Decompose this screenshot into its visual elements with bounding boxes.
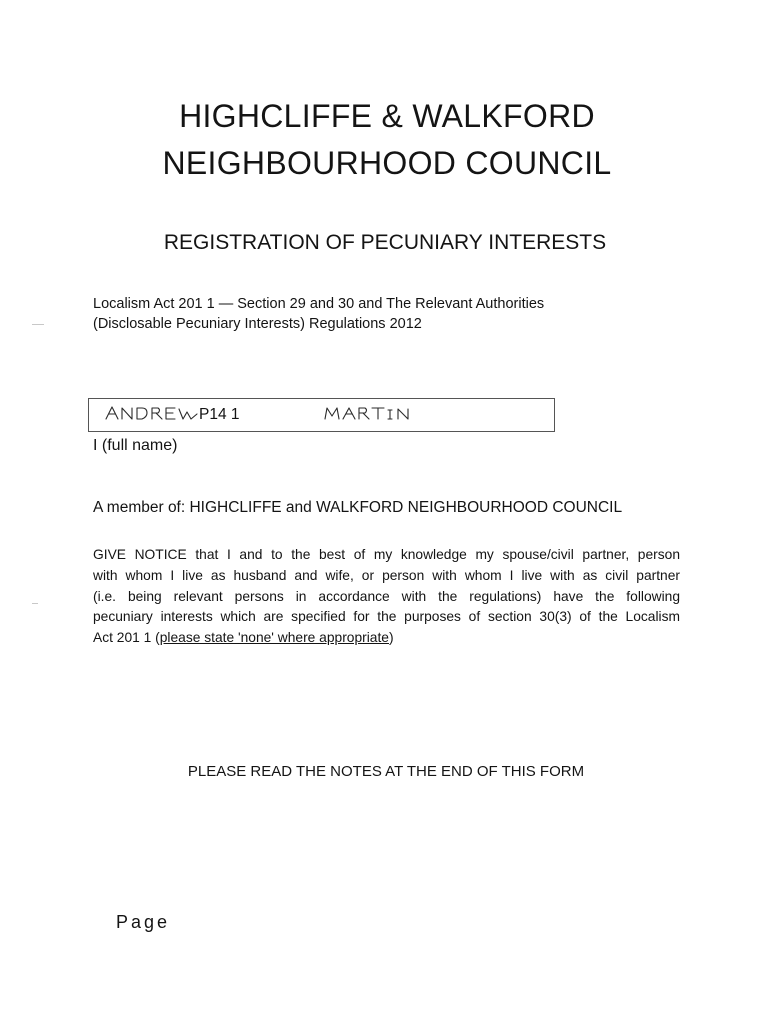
notice-line-5	[93, 628, 680, 649]
legal-reference-line-1: Localism Act 201 1 — Section 29 and 30 and The Relevant Authorities	[93, 296, 545, 312]
notice-line-1: GIVE NOTICE that I and to the best of my knowledge my spouse/civil partner, person	[93, 547, 680, 562]
notice-line-3: (i.e. being relevant persons in accordance with the regulations) have the following	[93, 589, 680, 604]
council-title-line-2: NEIGHBOURHOOD COUNCIL	[162, 145, 612, 181]
handwritten-first-name	[105, 405, 198, 421]
read-notes-instruction: PLEASE READ THE NOTES AT THE END OF THIS FORM	[187, 763, 585, 780]
scan-artifact-mark	[32, 324, 44, 325]
notice-line-4: pecuniary interests which are specified for the purposes of section 30(3) of the Localism	[93, 609, 680, 624]
notice-line-5-start: Act 201 1 (	[93, 630, 160, 645]
full-name-field[interactable]	[88, 398, 555, 432]
member-reference: P14 1	[199, 406, 240, 423]
page-footer-label: Page	[116, 912, 171, 932]
membership-statement: A member of: HIGHCLIFFE and WALKFORD NEIGHBOURHOOD COUNCIL	[93, 499, 623, 516]
form-title: REGISTRATION OF PECUNIARY INTERESTS	[163, 231, 607, 254]
scan-artifact-mark	[32, 603, 38, 604]
legal-reference-line-2: (Disclosable Pecuniary Interests) Regulations 2012	[93, 316, 422, 332]
full-name-label: I (full name)	[93, 437, 178, 454]
handwritten-surname	[324, 405, 414, 421]
notice-line-2: with whom I live as husband and wife, or person with whom I live with as civil partner	[93, 568, 680, 583]
council-title-line-1: HIGHCLIFFE & WALKFORD	[179, 98, 595, 134]
notice-line-5-end: )	[388, 630, 394, 645]
notice-none-instruction: please state 'none' where appropriate	[159, 630, 389, 645]
